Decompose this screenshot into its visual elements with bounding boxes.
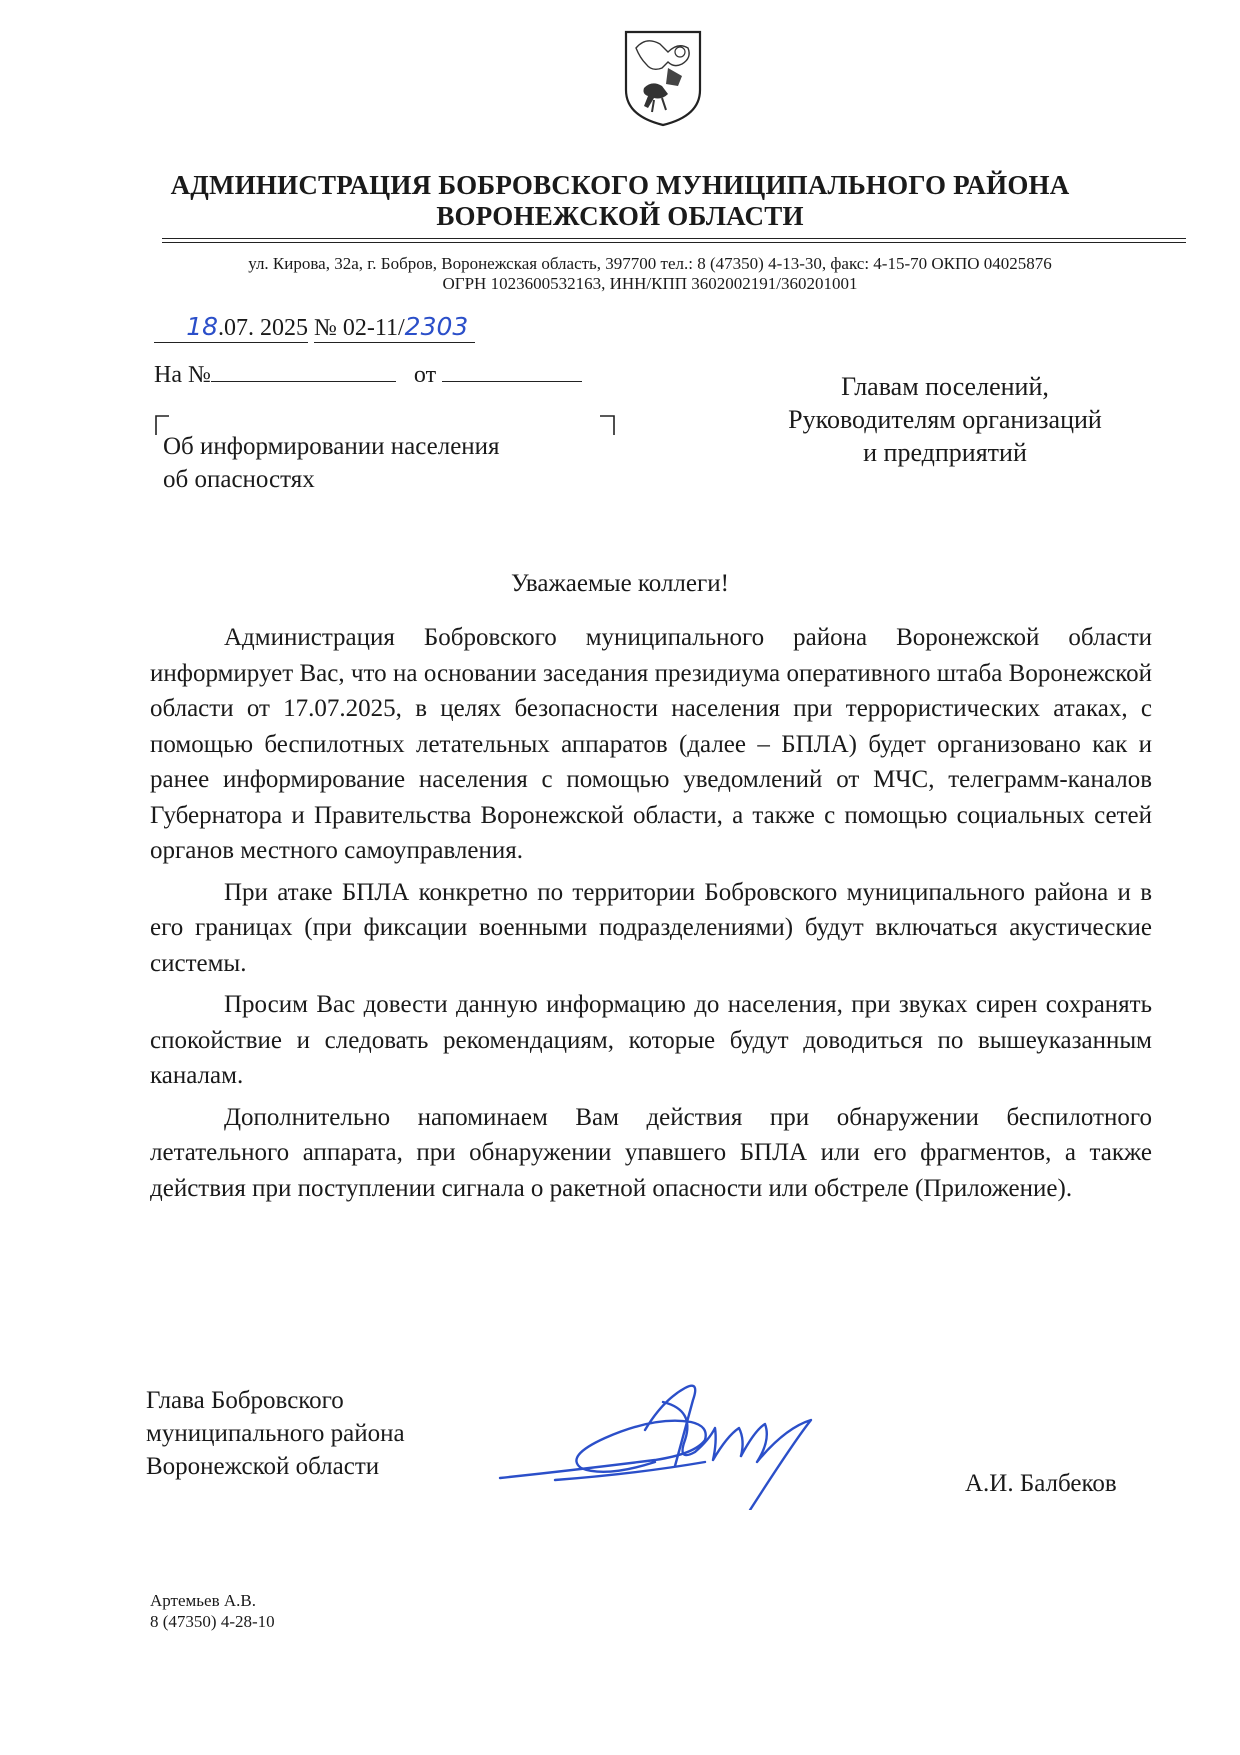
from-label: от — [413, 362, 437, 388]
date-rest: .07. 2025 — [218, 315, 308, 341]
document-date-number — [154, 312, 475, 343]
addressee-line: и предприятий — [863, 438, 1027, 467]
organization-title-line2: ВОРОНЕЖСКОЙ ОБЛАСТИ — [436, 201, 804, 231]
addressee-block — [760, 370, 1130, 469]
executor-info — [150, 1590, 275, 1632]
date-day-underline — [154, 312, 218, 343]
address-line: ул. Кирова, 32а, г. Бобров, Воронежская область, 397700 тел.: 8 (47350) 4-13-30, факс: 4-15-70 ОКПО 04025876 — [248, 254, 1052, 273]
reply-number-blank — [211, 381, 396, 382]
document-number-label: № 02-11/ — [314, 315, 405, 341]
signer-name: А.И. Балбеков — [965, 1470, 1117, 1497]
header-divider — [162, 238, 1186, 239]
signer-position — [146, 1384, 405, 1483]
coat-of-arms-icon — [622, 28, 704, 128]
subject-line: Об информировании населения — [163, 433, 500, 460]
subject-line: об опасностях — [163, 466, 315, 493]
date-day-handwritten: 18 — [186, 312, 218, 341]
handwritten-signature — [495, 1370, 840, 1510]
reply-to-label: На № — [154, 362, 211, 388]
letter-body — [150, 620, 1152, 1206]
document-number-handwritten: 2303 — [404, 312, 469, 341]
header-divider — [162, 242, 1186, 243]
body-paragraph: При атаке БПЛА конкретно по территории Бобровского муниципального района и в его границах (при фиксации военными подразделениями) будут включаться акустические системы. — [150, 878, 1152, 977]
addressee-line: Руководителям организаций — [788, 405, 1102, 434]
signer-position-line: муниципального района — [146, 1420, 405, 1447]
body-paragraph: Дополнительно напоминаем Вам действия при обнаружении беспилотного летательного аппарата, при обнаружении упавшего БПЛА или его фрагментов, а также действия при поступлении сигнала о ракетной опасности или обстреле (Приложение). — [150, 1103, 1152, 1202]
reply-reference — [154, 362, 582, 389]
registration-line: ОГРН 1023600532163, ИНН/КПП 3602002191/360201001 — [442, 274, 858, 293]
signer-position-line: Воронежской области — [146, 1453, 380, 1480]
addressee-line: Главам поселений, — [841, 372, 1049, 401]
organization-title-line1: АДМИНИСТРАЦИЯ БОБРОВСКОГО МУНИЦИПАЛЬНОГО РАЙОНА — [170, 170, 1070, 200]
executor-phone: 8 (47350) 4-28-10 — [150, 1612, 275, 1631]
greeting: Уважаемые коллеги! — [511, 570, 729, 597]
signer-position-line: Глава Бобровского — [146, 1387, 344, 1414]
reply-date-blank — [442, 381, 582, 382]
document-number — [314, 312, 475, 343]
body-paragraph: Администрация Бобровского муниципального района Воронежской области информирует Вас, что на основании заседания президиума оперативного штаба Воронежской области от 17.07.2025, в целях безопасности населения при террористических атаках, с помощью беспилотных летательных аппаратов (далее – БПЛА) будет организовано как и ранее информирование населения с помощью уведомлений от МЧС, телеграмм-каналов Губернатора и Правительства Воронежской области, а также с помощью социальных сетей органов местного самоуправления. — [150, 624, 1152, 864]
body-paragraph: Просим Вас довести данную информацию до населения, при звуках сирен сохранять спокойствие и следовать рекомендациям, которые будут доводиться по вышеуказанным каналам. — [150, 991, 1152, 1089]
executor-name: Артемьев А.В. — [150, 1591, 256, 1610]
letter-subject — [163, 430, 500, 496]
